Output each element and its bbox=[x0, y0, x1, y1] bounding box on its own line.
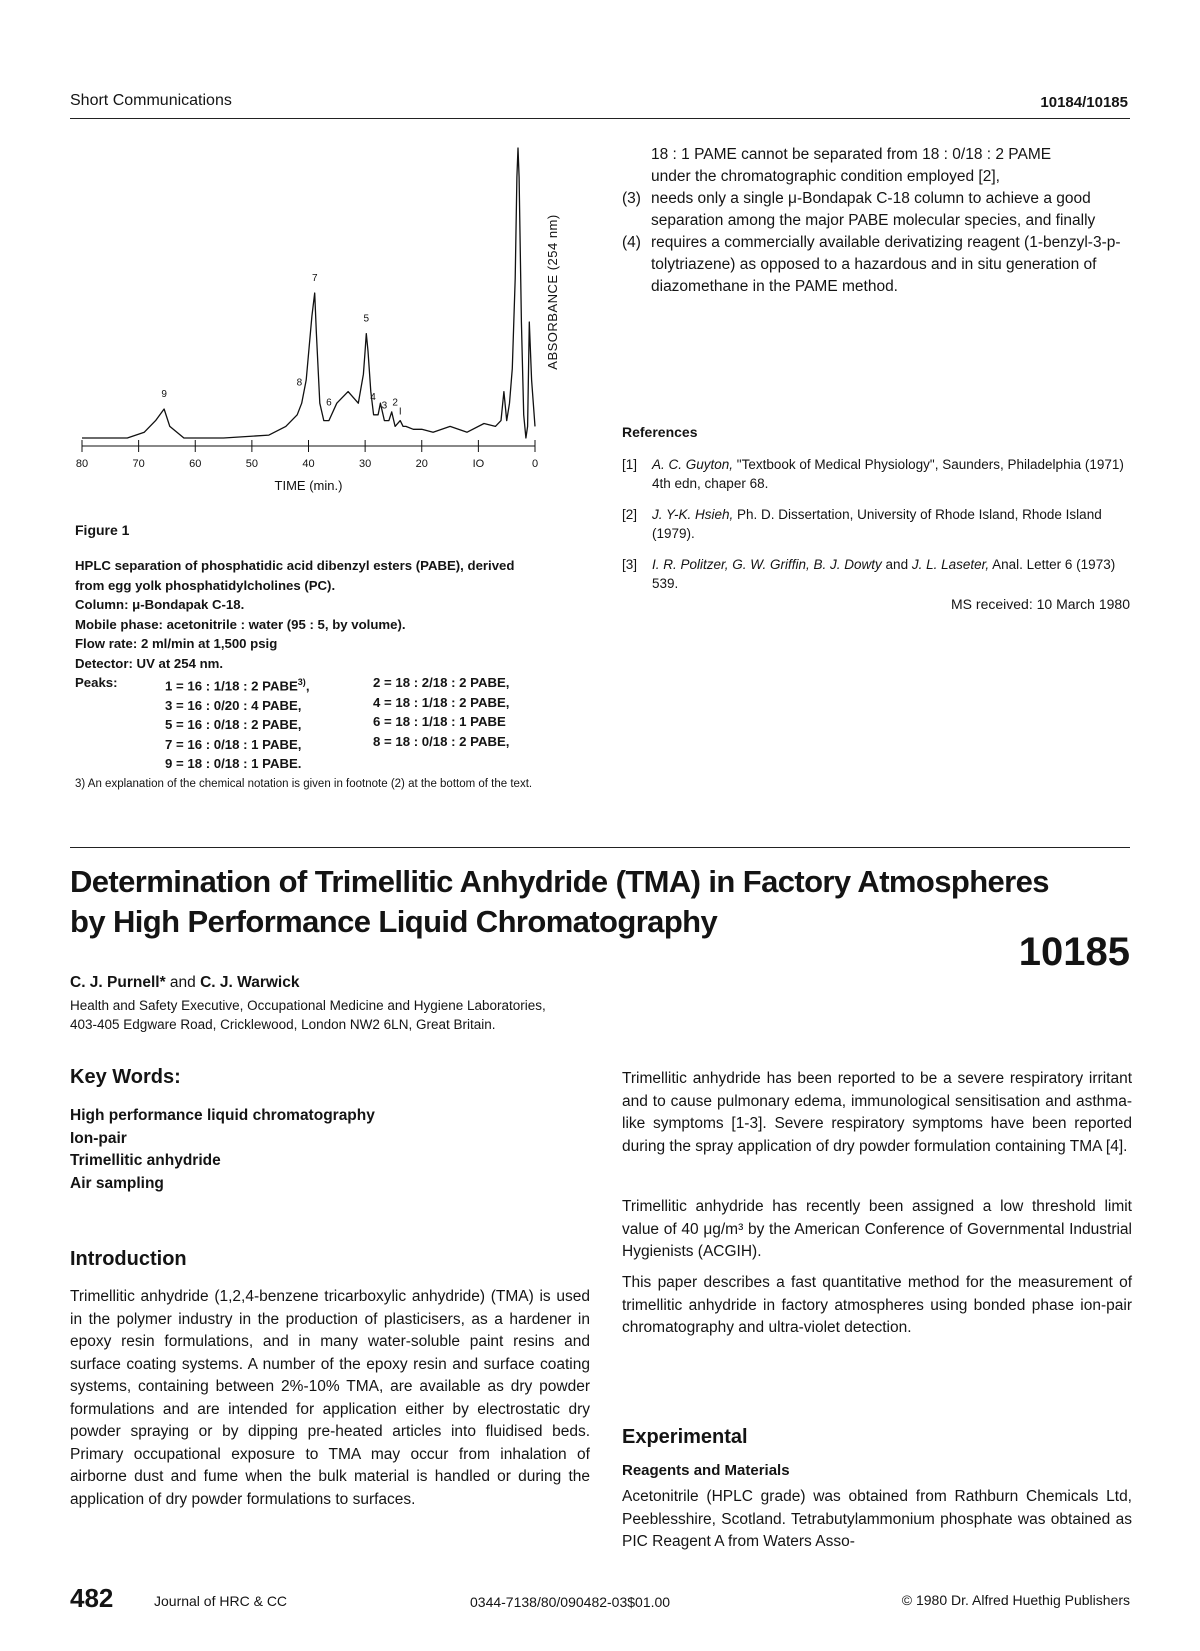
references-heading: References bbox=[622, 424, 698, 440]
peak-label: I bbox=[398, 406, 402, 418]
reference-number: [2] bbox=[622, 507, 638, 522]
body-paragraph: Trimellitic anhydride has recently been assigned a low threshold limit value of 40 μg/m³ by the American Conference of Governmental Industrial Hygienists (ACGIH). bbox=[622, 1198, 1132, 1260]
x-tick-label: 50 bbox=[245, 458, 258, 470]
figure-label: Figure 1 bbox=[75, 522, 130, 538]
affiliation-line: Health and Safety Executive, Occupational Medicine and Hygiene Laboratories, bbox=[70, 998, 546, 1013]
peak-entry: 3 = 16 : 0/20 : 4 PABE, bbox=[165, 697, 302, 713]
peak-entry: 2 = 18 : 2/18 : 2 PABE, bbox=[373, 675, 510, 690]
keyword: Ion-pair bbox=[70, 1129, 127, 1147]
peak-label: 4 bbox=[370, 391, 376, 403]
peak-label: 3 bbox=[381, 400, 388, 412]
peak-label: 5 bbox=[363, 313, 370, 325]
body-paragraph: Trimellitic anhydride has been reported to be a severe respiratory irritant and to cause pulmonary edema, immunological sensitisation and asthma-like symptoms [1-3]. Severe respiratory symptoms have been reported during the spray application of dry powder formulation containing TMA [4]. bbox=[622, 1070, 1132, 1155]
received-date: MS received: 10 March 1980 bbox=[951, 596, 1130, 612]
peaks-column-2 bbox=[373, 673, 509, 751]
authors: C. J. Purnell* and C. J. Warwick bbox=[70, 974, 300, 991]
continued-text bbox=[622, 144, 1132, 298]
x-tick-label: IO bbox=[472, 458, 485, 470]
reference-text: "Textbook of Medical Physiology", Saunders, Philadelphia (1971) 4th edn, chaper 68. bbox=[652, 457, 1124, 491]
article-title bbox=[70, 862, 1140, 942]
reference-item bbox=[622, 505, 1132, 543]
reference-text: Ph. D. Dissertation, University of Rhode Island, Rhode Island (1979). bbox=[652, 507, 1102, 541]
x-tick-label: 40 bbox=[302, 458, 315, 470]
keywords-heading: Key Words: bbox=[70, 1066, 181, 1088]
x-tick-label: 0 bbox=[531, 458, 539, 470]
peak-entry: 1 = 16 : 1/18 : 2 PABE$^{3)}$, bbox=[165, 677, 310, 694]
section-rule bbox=[70, 847, 1130, 848]
x-tick-label: 60 bbox=[189, 458, 202, 470]
reference-authors: J. Y-K. Hsieh, bbox=[652, 507, 734, 522]
references-list bbox=[622, 455, 1132, 605]
figure-footnote: 3) An explanation of the chemical notation is given in footnote (2) at the bottom of the text. bbox=[75, 778, 533, 790]
caption-line: from egg yolk phosphatidylcholines (PC). bbox=[75, 577, 336, 593]
reference-authors: I. R. Politzer, G. W. Griffin, B. J. Dowty bbox=[652, 557, 882, 572]
caption-line: Detector: UV at 254 nm. bbox=[75, 655, 224, 671]
x-axis-label: TIME (min.) bbox=[274, 478, 343, 493]
caption-line: Column: μ-Bondapak C-18. bbox=[75, 597, 245, 612]
author-name: C. J. Purnell* bbox=[70, 974, 166, 991]
peak-label: 6 bbox=[326, 397, 332, 409]
figure-caption bbox=[75, 556, 595, 673]
reference-item: [3] I. R. Politzer, G. W. Griffin, B. J. Dowty and J. L. Laseter, Anal. Letter 6 (1973) 539. bbox=[622, 557, 1116, 591]
continued-line: under the chromatographic condition employed [2], bbox=[651, 168, 1000, 185]
peak-entry: 5 = 16 : 0/18 : 2 PABE, bbox=[165, 717, 302, 733]
caption-line: HPLC separation of phosphatidic acid dibenzyl esters (PABE), derived bbox=[75, 558, 515, 573]
caption-line: Mobile phase: acetonitrile : water (95 : 5, by volume). bbox=[75, 616, 406, 632]
title-line: Determination of Trimellitic Anhydride (TMA) in Factory Atmospheres bbox=[70, 864, 1049, 899]
list-number: (3) bbox=[622, 190, 641, 207]
peak-entry: 4 = 18 : 1/18 : 2 PABE, bbox=[373, 694, 510, 710]
peak-label: 7 bbox=[311, 273, 318, 284]
reagents-heading: Reagents and Materials bbox=[622, 1462, 790, 1479]
article-number: 10185 bbox=[1018, 930, 1130, 974]
chromatogram-trace bbox=[82, 148, 535, 438]
chromatogram-chart bbox=[70, 140, 590, 510]
peak-label: 9 bbox=[161, 389, 167, 400]
reference-text: Anal. Letter 6 (1973) 539. bbox=[652, 557, 1116, 591]
continued-line: 18 : 1 PAME cannot be separated from 18 : 0/18 : 2 PAME bbox=[651, 146, 1052, 163]
title-line: by High Performance Liquid Chromatography bbox=[70, 904, 718, 939]
x-tick-label: 20 bbox=[415, 458, 428, 470]
list-number: (4) bbox=[622, 234, 641, 251]
keyword: Trimellitic anhydride bbox=[70, 1152, 221, 1169]
reference-number: [1] bbox=[622, 457, 638, 472]
peak-entry: 9 = 18 : 0/18 : 1 PABE. bbox=[165, 756, 302, 772]
peak-label: 8 bbox=[296, 377, 303, 389]
body-paragraph: Acetonitrile (HPLC grade) was obtained from Rathburn Chemicals Ltd, Peeblesshire, Scotland. Tetrabutylammonium phosphate was obtained as PIC Reagent A from Waters Asso- bbox=[622, 1488, 1132, 1550]
copyright: © 1980 Dr. Alfred Huethig Publishers bbox=[901, 1592, 1130, 1608]
running-head: Short Communications bbox=[70, 92, 232, 109]
affiliation-line: 403-405 Edgware Road, Cricklewood, London NW2 6LN, Great Britain. bbox=[70, 1017, 496, 1032]
list-item bbox=[622, 232, 1132, 298]
author-name: C. J. Warwick bbox=[200, 974, 300, 991]
peaks-column-1 bbox=[165, 673, 309, 774]
reference-number: [3] bbox=[622, 557, 638, 572]
reference-authors: A. C. Guyton, bbox=[652, 457, 734, 472]
peak-label: 2 bbox=[392, 397, 398, 409]
peak-entry: 7 = 16 : 0/18 : 1 PABE, bbox=[165, 736, 302, 752]
experimental-heading: Experimental bbox=[622, 1426, 748, 1448]
list-text: requires a commercially available derivatizing reagent (1-benzyl-3-p-tolytriazene) as opposed to a hazardous and in situ generation of diazomethane in the PAME method. bbox=[651, 234, 1121, 295]
journal-name: Journal of HRC & CC bbox=[154, 1593, 288, 1609]
introduction-paragraph: Trimellitic anhydride (1,2,4-benzene tricarboxylic anhydride) (TMA) is used in the polymer industry in the production of plasticisers, as a hardener in epoxy resin formulations, and in many water-soluble paint resins and surface coating systems. A number of the epoxy resin and surface coating systems, containing between 2%-10% TMA, are available as dry powder formulations and are intended for application either by electrostatic dry powder spraying or by dipping pre-heated articles into fluidised beds. Primary occupational exposure to TMA may occur from inhalation of airborne dust and fume when the bulk material is handled or during the application of dry powder formulations to surfaces. bbox=[70, 1288, 590, 1508]
list-item bbox=[622, 188, 1132, 232]
peaks-heading: Peaks: bbox=[75, 675, 118, 690]
body-paragraph: This paper describes a fast quantitative method for the measurement of trimellitic anhydride in factory atmospheres using bonded phase ion-pair chromatography and ultra-violet detection. bbox=[622, 1274, 1132, 1336]
keyword: High performance liquid chromatography bbox=[70, 1107, 375, 1124]
reference-item bbox=[622, 455, 1132, 493]
list-text: needs only a single μ-Bondapak C-18 column to achieve a good separation among the major PABE molecular species, and finally bbox=[651, 190, 1096, 229]
footnote-ref: 3) bbox=[297, 677, 306, 687]
caption-line: Flow rate: 2 ml/min at 1,500 psig bbox=[75, 636, 278, 651]
reference-authors: J. L. Laseter, bbox=[911, 557, 990, 572]
peak-entry: 8 = 18 : 0/18 : 2 PABE, bbox=[373, 733, 510, 749]
peak-entry: 6 = 18 : 1/18 : 1 PABE bbox=[373, 714, 506, 729]
affiliation bbox=[70, 996, 546, 1034]
x-tick-label: 70 bbox=[132, 458, 145, 470]
header-rule bbox=[70, 118, 1130, 119]
x-tick-label: 30 bbox=[359, 458, 372, 470]
article-ids: 10184/10185 bbox=[1040, 94, 1128, 111]
x-tick-label: 80 bbox=[75, 458, 89, 470]
page-number: 482 bbox=[70, 1583, 114, 1613]
y-axis-label: ABSORBANCE (254 nm) bbox=[545, 214, 560, 370]
keyword: Air sampling bbox=[70, 1174, 164, 1192]
keywords-list bbox=[70, 1105, 375, 1195]
article-code: 0344-7138/80/090482-03$01.00 bbox=[470, 1594, 671, 1610]
introduction-heading: Introduction bbox=[70, 1248, 187, 1270]
